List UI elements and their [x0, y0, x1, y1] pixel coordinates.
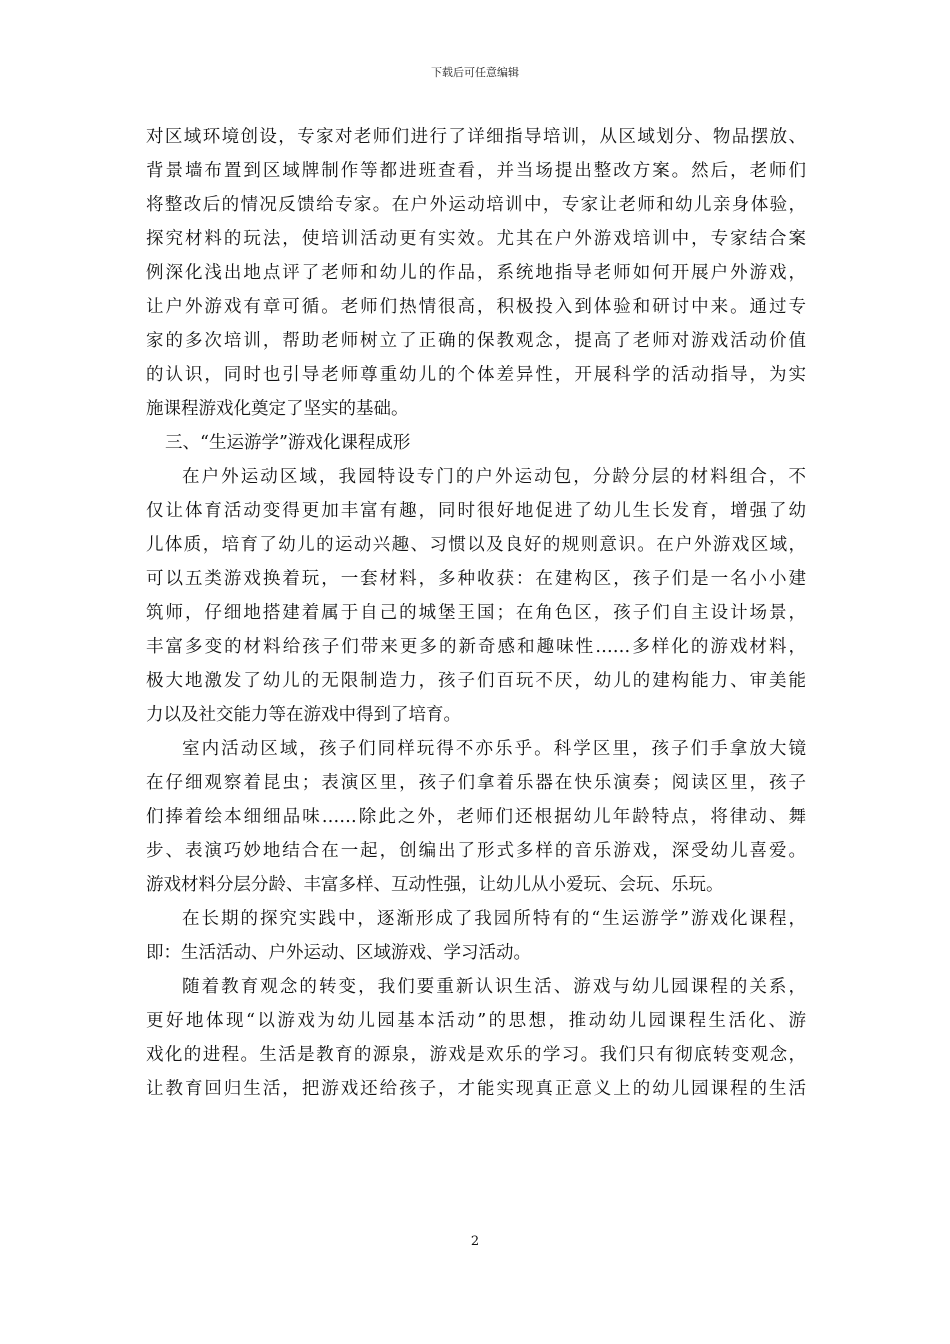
text-line: 在仔细观察着昆虫；表演区里，孩子们拿着乐器在快乐演奏；阅读区里，孩子 [146, 773, 806, 793]
text-line: 仅让体育活动变得更加丰富有趣，同时很好地促进了幼儿生长发育，增强了幼 [146, 501, 806, 521]
text-line: 施课程游戏化奠定了坚实的基础。 [146, 399, 409, 419]
text-line: 们捧着绘本细细品味……除此之外，老师们还根据幼儿年龄特点，将律动、舞 [146, 807, 806, 827]
text-line: 让户外游戏有章可循。老师们热情很高，积极投入到体验和研讨中来。通过专 [146, 297, 806, 317]
text-line: 力以及社交能力等在游戏中得到了培育。 [146, 705, 461, 725]
text-line: 在长期的探究实践中，逐渐形成了我园所特有的“生运游学”游戏化课程， [182, 909, 806, 929]
page-header: 下载后可任意编辑 [431, 66, 519, 79]
text-line: 极大地激发了幼儿的无限制造力，孩子们百玩不厌，幼儿的建构能力、审美能 [146, 671, 806, 691]
text-line: 更好地体现“以游戏为幼儿园基本活动”的思想，推动幼儿园课程生活化、游 [146, 1011, 806, 1031]
text-line: 即：生活活动、户外运动、区域游戏、学习活动。 [146, 943, 531, 963]
text-line: 儿体质，培育了幼儿的运动兴趣、习惯以及良好的规则意识。在户外游戏区域， [146, 535, 806, 555]
text-line: 将整改后的情况反馈给专家。在户外运动培训中，专家让老师和幼儿亲身体验， [146, 195, 806, 215]
text-line: 背景墙布置到区域牌制作等都进班查看，并当场提出整改方案。然后，老师们 [146, 161, 806, 181]
text-line: 戏化的进程。生活是教育的源泉，游戏是欢乐的学习。我们只有彻底转变观念， [146, 1045, 806, 1065]
text-line: 筑师，仔细地搭建着属于自己的城堡王国；在角色区，孩子们自主设计场景， [146, 603, 806, 623]
text-line: 游戏材料分层分龄、丰富多样、互动性强，让幼儿从小爱玩、会玩、乐玩。 [146, 875, 724, 895]
text-line: 丰富多变的材料给孩子们带来更多的新奇感和趣味性……多样化的游戏材料， [146, 637, 806, 657]
document-body [146, 120, 806, 1106]
text-line: 的认识，同时也引导老师尊重幼儿的个体差异性，开展科学的活动指导，为实 [146, 365, 806, 385]
text-line: 探究材料的玩法，使培训活动更有实效。尤其在户外游戏培训中，专家结合案 [146, 229, 806, 249]
text-line: 可以五类游戏换着玩，一套材料，多种收获：在建构区，孩子们是一名小小建 [146, 569, 806, 589]
text-line: 让教育回归生活，把游戏还给孩子，才能实现真正意义上的幼儿园课程的生活 [146, 1079, 806, 1099]
section-heading: 三、“生运游学”游戏化课程成形 [165, 433, 411, 453]
text-line: 随着教育观念的转变，我们要重新认识生活、游戏与幼儿园课程的关系， [182, 977, 806, 997]
text-line: 步、表演巧妙地结合在一起，创编出了形式多样的音乐游戏，深受幼儿喜爱。 [146, 841, 806, 861]
page-number: 2 [470, 1234, 480, 1249]
text-line: 对区域环境创设，专家对老师们进行了详细指导培训，从区域划分、物品摆放、 [146, 127, 806, 147]
text-line: 家的多次培训，帮助老师树立了正确的保教观念，提高了老师对游戏活动价值 [146, 331, 806, 351]
text-line: 室内活动区域，孩子们同样玩得不亦乐乎。科学区里，孩子们手拿放大镜 [182, 739, 806, 759]
text-line: 例深化浅出地点评了老师和幼儿的作品，系统地指导老师如何开展户外游戏， [146, 263, 806, 283]
text-line: 在户外运动区域，我园特设专门的户外运动包，分龄分层的材料组合，不 [182, 467, 806, 487]
